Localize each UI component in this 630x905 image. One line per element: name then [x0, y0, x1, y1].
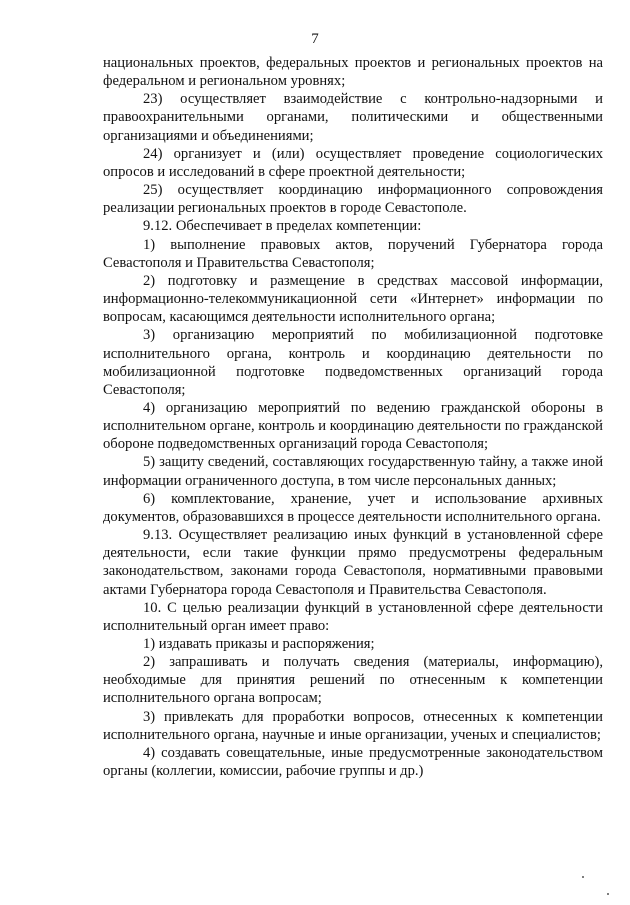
section-9-12-item-1: 1) выполнение правовых актов, поручений Губернатора города Севастополя и Правительства Севастополя; [103, 236, 603, 271]
section-9-13: 9.13. Осуществляет реализацию иных функций в установленной сфере деятельности, если такие функции прямо предусмотрены федеральным законодательством, законами города Севастополя, нормативными правовыми актами Губернатора города Севастополя и Правительства Севастополя. [103, 527, 603, 598]
section-9-12-item-6: 6) комплектование, хранение, учет и использование архивных документов, образовавшихся в процессе деятельности исполнительного органа. [103, 490, 603, 525]
document-body [103, 54, 603, 780]
section-9-12-item-2: 2) подготовку и размещение в средствах массовой информации, информационно-телекоммуникационной сети «Интернет» информации по вопросам, касающимся деятельности исполнительного органа; [103, 272, 603, 326]
list-item-23: 23) осуществляет взаимодействие с контрольно-надзорными и правоохранительными органами, политическими и общественными организациями и объединениями; [103, 91, 603, 144]
section-9-12-item-5: 5) защиту сведений, составляющих государственную тайну, а также иной информации ограниченного доступа, в том числе персональных данных; [103, 454, 603, 489]
section-9-12-item-3: 3) организацию мероприятий по мобилизационной подготовке исполнительного органа, контроль и координацию деятельности по мобилизационной подготовке подведомственных организаций города Севастополя; [103, 327, 603, 398]
section-10-item-1: 1) издавать приказы и распоряжения; [143, 636, 375, 652]
list-item-24: 24) организует и (или) осуществляет проведение социологических опросов и исследований в сфере проектной деятельности; [103, 145, 603, 180]
section-9-12-heading: 9.12. Обеспечивает в пределах компетенции: [143, 218, 422, 235]
scan-speck [582, 876, 584, 878]
list-item-25: 25) осуществляет координацию информационного сопровождения реализации региональных проектов в городе Севастополе. [103, 182, 603, 217]
page-number: 7 [311, 31, 319, 47]
section-10-item-2: 2) запрашивать и получать сведения (материалы, информацию), необходимые для принятия решений по отнесенным к компетенции исполнительного органа вопросам; [103, 654, 603, 707]
scan-speck [607, 893, 609, 895]
paragraph-continuation: национальных проектов, федеральных проектов и региональных проектов на федеральном и региональном уровнях; [103, 55, 603, 90]
section-10-heading: 10. С целью реализации функций в установленной сфере деятельности исполнительный орган имеет право: [103, 599, 603, 634]
section-10-item-4: 4) создавать совещательные, иные предусмотренные законодательством органы (коллегии, комиссии, рабочие группы и др.) [103, 744, 603, 780]
section-10-item-3: 3) привлекать для проработки вопросов, отнесенных к компетенции исполнительного органа, научные и иные организации, ученых и специалистов; [103, 708, 603, 743]
section-9-12-item-4: 4) организацию мероприятий по ведению гражданской обороны в исполнительном органе, контроль и координацию деятельности по гражданской обороне подведомственных организаций города Севастополя; [103, 399, 603, 453]
